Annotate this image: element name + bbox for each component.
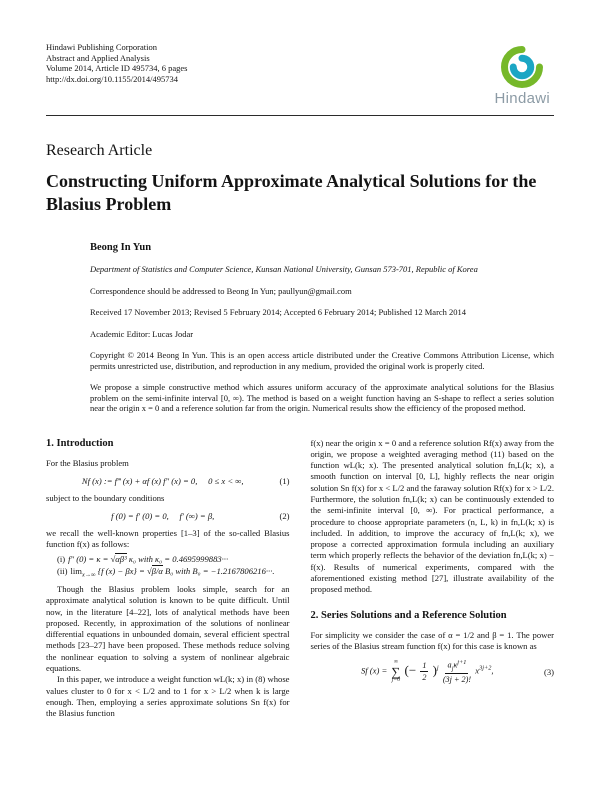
hindawi-logo-icon xyxy=(501,46,543,88)
eq3-comma: , xyxy=(491,665,494,676)
left-column xyxy=(46,438,290,720)
correspondence: Correspondence should be addressed to Beong In Yun; paullyun@gmail.com xyxy=(90,285,352,296)
section-1-heading: 1. Introduction xyxy=(46,437,114,449)
equation-1 xyxy=(46,476,290,486)
equation-1-body: Nf (x) := f‴ (x) + αf (x) f″ (x) = 0, 0 ≤ x < ∞, xyxy=(81,475,244,486)
fraction-one-half xyxy=(420,661,428,682)
equation-3-number: (3) xyxy=(543,666,554,677)
item-ii-marker: (ii) xyxy=(57,565,68,576)
item-i-radicand: αβ³ xyxy=(115,553,127,564)
affiliation: Department of Statistics and Computer Science, Kunsan National University, Gunsan 573-701, Republic of Korea xyxy=(90,264,478,274)
body-columns xyxy=(46,438,554,720)
section-2-heading: 2. Series Solutions and a Reference Solution xyxy=(310,609,507,621)
doi-link: http://dx.doi.org/10.1155/2014/495734 xyxy=(46,73,178,84)
summation-symbol xyxy=(391,660,400,684)
item-i-value: κ₀ with κ₀ = 0.4695999883··· xyxy=(126,553,229,564)
eq3-lhs: Sf (x) = xyxy=(360,665,388,676)
item-ii-expression: {f (x) − βx} = √ xyxy=(95,565,152,576)
paragraph-continuation: f(x) near the origin x = 0 and a reference solution Rf(x) away from the origin, we propose a weighted averaging method (11) based on the function wL(k; x). The presented analytical solution fn,L(k; x), a smooth function on interval [0, L], highly reflects the near origin solution Sn f(x) for x < L/2 and the faraway solution Rf(x) for x > L/2. Furthermore, the solution fn,L(k; x) can be continuously extended to the semi-infinite interval [0, ∞). For practical performance, a procedure to choose appropriate parameters (n, L, k) in fn,L(k; x) is included. In addition, to improve the accuracy of fn,L(k; x), we propose a corrected approximation formula including an auxiliary term which properly reflects the behavior of the deviation fn,L(k; x) − f(x). Results of numerical experiments, compared with the aforementioned existing method [27], illustrate availability of the proposed method. xyxy=(310,437,554,595)
right-column xyxy=(311,438,555,720)
property-list xyxy=(46,554,290,581)
sigma-icon: ∑ xyxy=(391,664,401,679)
item-i-marker: (i) xyxy=(57,553,66,564)
coefficient-a-subscript: j xyxy=(451,665,454,673)
equation-1-number: (1) xyxy=(279,475,290,486)
academic-editor: Academic Editor: Lucas Jodar xyxy=(90,328,194,339)
equation-3-body xyxy=(311,659,544,684)
item-ii-value: B₀ with B₀ = −1.2167806216···. xyxy=(162,565,275,576)
eq3-power-j: j xyxy=(436,664,439,672)
series-term-denominator: (3j + 2)! xyxy=(442,674,472,684)
paragraph-intro-3: we recall the well-known properties [1–3] of the so-called Blasius function f(x) as follows: xyxy=(46,528,290,550)
summation-lower-limit: j=0 xyxy=(391,677,401,684)
limit-subscript: x→∞ xyxy=(81,571,96,579)
front-matter xyxy=(90,242,554,414)
series-term-numerator xyxy=(445,659,468,674)
hindawi-logo xyxy=(495,46,550,107)
limit-operator: lim xyxy=(70,565,82,576)
logo-swirl-blue xyxy=(514,58,532,76)
eq3-right-paren: ) xyxy=(432,662,437,678)
header xyxy=(46,42,554,107)
publisher-name: Hindawi Publishing Corporation xyxy=(46,42,157,52)
equation-3 xyxy=(311,659,555,684)
fraction-one-half-numerator: 1 xyxy=(422,661,427,671)
eq3-left-paren: (− xyxy=(404,662,417,678)
item-ii-radicand: β/α xyxy=(151,565,163,576)
history-dates: Received 17 November 2013; Revised 5 February 2014; Accepted 6 February 2014; Published 12 March 2014 xyxy=(90,307,467,317)
volume-article-id: Volume 2014, Article ID 495734, 6 pages xyxy=(46,63,188,73)
hindawi-wordmark: Hindawi xyxy=(494,90,550,107)
paragraph-intro-5: In this paper, we introduce a weight function wL(k; x) in (8) whose values cluster to 0 for x < L/2 and to 1 for x > L/2 when k is large enough. Then, employing a series approximate solutions Sn f(x) for the Blasius function xyxy=(46,674,290,719)
eq3-variable-x: x xyxy=(475,665,480,676)
summation-upper-limit: ∞ xyxy=(393,658,398,665)
fraction-series-term xyxy=(443,659,471,684)
paragraph-intro-1: For the Blasius problem xyxy=(46,457,129,468)
blasius-property-ii xyxy=(46,566,290,581)
paragraph-intro-2: subject to the boundary conditions xyxy=(46,492,165,503)
fraction-one-half-denominator: 2 xyxy=(422,672,427,682)
header-divider xyxy=(46,115,554,116)
equation-2 xyxy=(46,511,290,521)
coefficient-a: a xyxy=(447,660,452,670)
kappa-exponent: j+1 xyxy=(457,659,467,667)
equation-2-body: f (0) = f′ (0) = 0, f′ (∞) = β, xyxy=(111,511,215,522)
item-i-expression: f″ (0) = κ = √ xyxy=(68,553,116,564)
blasius-property-i xyxy=(46,554,290,565)
copyright-notice: Copyright © 2014 Beong In Yun. This is an open access article distributed under the Creative Commons Attribution License, which permits unrestricted use, distribution, and reproduction in any medium, provided the original work is properly cited. xyxy=(90,350,554,371)
article-title: Constructing Uniform Approximate Analytical Solutions for the Blasius Problem xyxy=(46,171,537,214)
kappa-symbol: κ xyxy=(453,660,458,670)
journal-name: Abstract and Applied Analysis xyxy=(46,52,150,63)
paragraph-intro-4: Though the Blasius problem looks simple, search for an approximate analytical solution is known to be quite difficult. Until now, in the literature [4–22], lots of analytical methods have been proposed. Recently, in approximation of the solutions of nonlinear differential equations in unbounded domain, several efficient spectral methods [23–27] have been proposed. These methods reduce solving the nonlinear equation to solving a system of nonlinear algebraic equations. xyxy=(46,584,290,674)
abstract: We propose a simple constructive method which assures uniform accuracy of the approximate analytical solutions for the Blasius problem on the semi-infinite interval [0, ∞). The method is based on a weight function having an S-shape to reflect a series solution near the origin x = 0 and a reference solution far from the origin. Numerical results show the efficiency of the proposed method. xyxy=(90,382,554,413)
author-name: Beong In Yun xyxy=(90,242,152,253)
paragraph-section2-1: For simplicity we consider the case of α = 1/2 and β = 1. The power series of the Blasius stream function f(x) for this case is known as xyxy=(310,629,554,651)
equation-2-number: (2) xyxy=(279,511,290,522)
eq3-x-exponent: 3j+2 xyxy=(479,664,492,672)
article-type: Research Article xyxy=(46,142,153,159)
publisher-info xyxy=(46,42,188,84)
